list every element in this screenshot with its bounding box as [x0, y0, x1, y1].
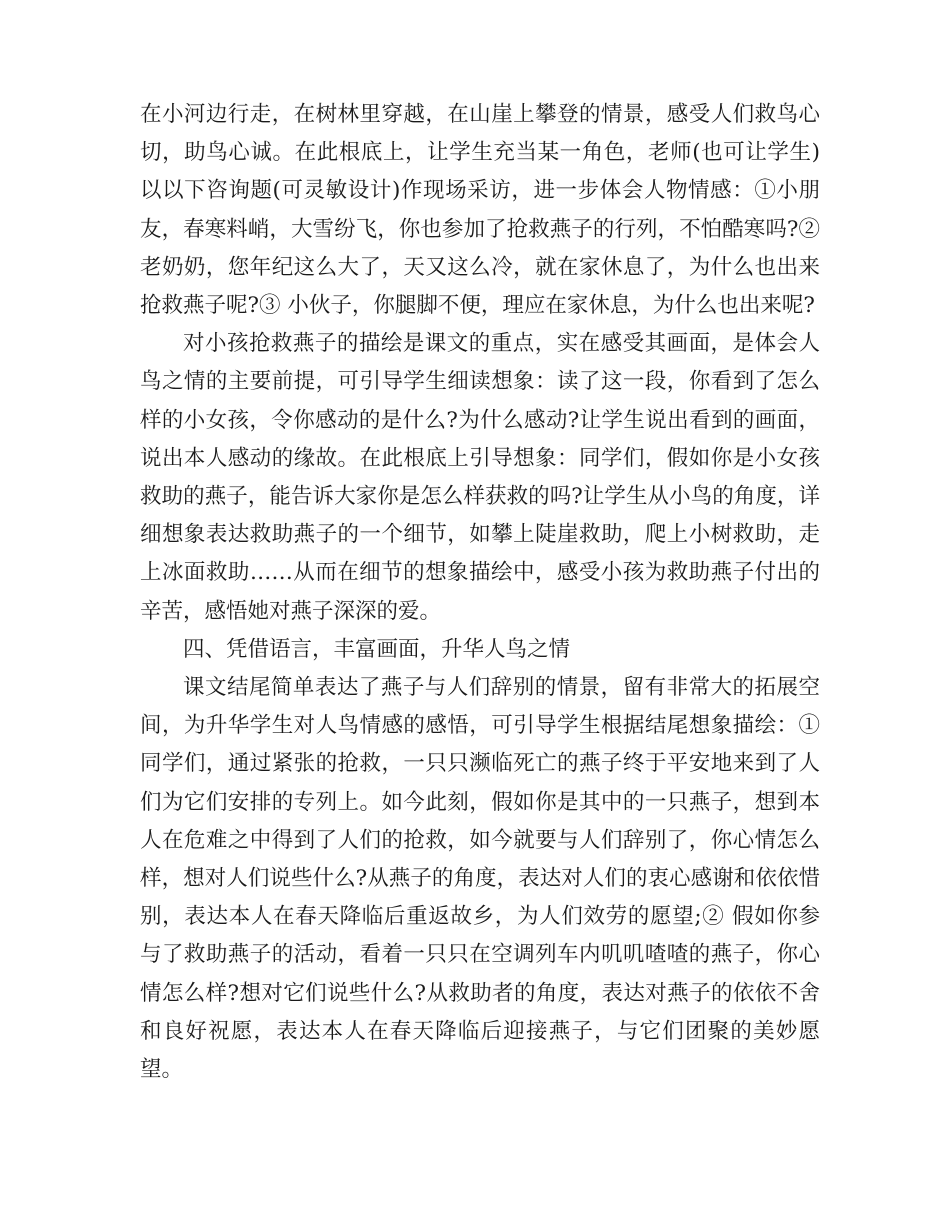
section-heading: 四、凭借语言，丰富画面，升华人鸟之情	[183, 636, 571, 662]
paragraph-continuation: 在小河边行走，在树林里穿越，在山崖上攀登的情景，感受人们救鸟心切，助鸟心诚。在此根底上，让学生充当某一角色，老师(也可让学生)以以下咨询题(可灵敏设计)作现场采访，进一步体会人物情感：①小朋友，春寒料峭，大雪纷飞，你也参加了抢救燕子的行列，不怕酷寒吗?② 老奶奶，您年纪这么大了，天又这么冷，就在家休息了，为什么也出来抢救燕子呢?③ 小伙子，你腿脚不便，理应在家休息，为什么也出来呢?	[140, 102, 820, 319]
document-page	[140, 96, 820, 1089]
paragraph-child-rescue: 对小孩抢救燕子的描绘是课文的重点，实在感受其画面，是体会人鸟之情的主要前提，可引导学生细读想象：读了这一段，你看到了怎么样的小女孩，令你感动的是什么?为什么感动?让学生说出看到的画面，说出本人感动的缘故。在此根底上引导想象：同学们，假如你是小女孩救助的燕子，能告诉大家你是怎么样获救的吗?让学生从小鸟的角度，详细想象表达救助燕子的一个细节，如攀上陡崖救助，爬上小树救助，走上冰面救助……从而在细节的想象描绘中，感受小孩为救助燕子付出的辛苦，感悟她对燕子深深的爱。	[140, 331, 820, 624]
paragraph-ending: 课文结尾简单表达了燕子与人们辞别的情景，留有非常大的拓展空间，为升华学生对人鸟情感的感悟，可引导学生根据结尾想象描绘：①同学们，通过紧张的抢救，一只只濒临死亡的燕子终于平安地来到了人们为它们安排的专列上。如今此刻，假如你是其中的一只燕子，想到本人在危难之中得到了人们的抢救，如今就要与人们辞别了，你心情怎么样，想对人们说些什么?从燕子的角度，表达对人们的衷心感谢和依依惜别，表达本人在春天降临后重返故乡，为人们效劳的愿望;② 假如你参与了救助燕子的活动，看着一只只在空调列车内叽叽喳喳的燕子，你心情怎么样?想对它们说些什么?从救助者的角度，表达对燕子的依依不舍和良好祝愿，表达本人在春天降临后迎接燕子，与它们团聚的美妙愿望。	[140, 675, 820, 1083]
